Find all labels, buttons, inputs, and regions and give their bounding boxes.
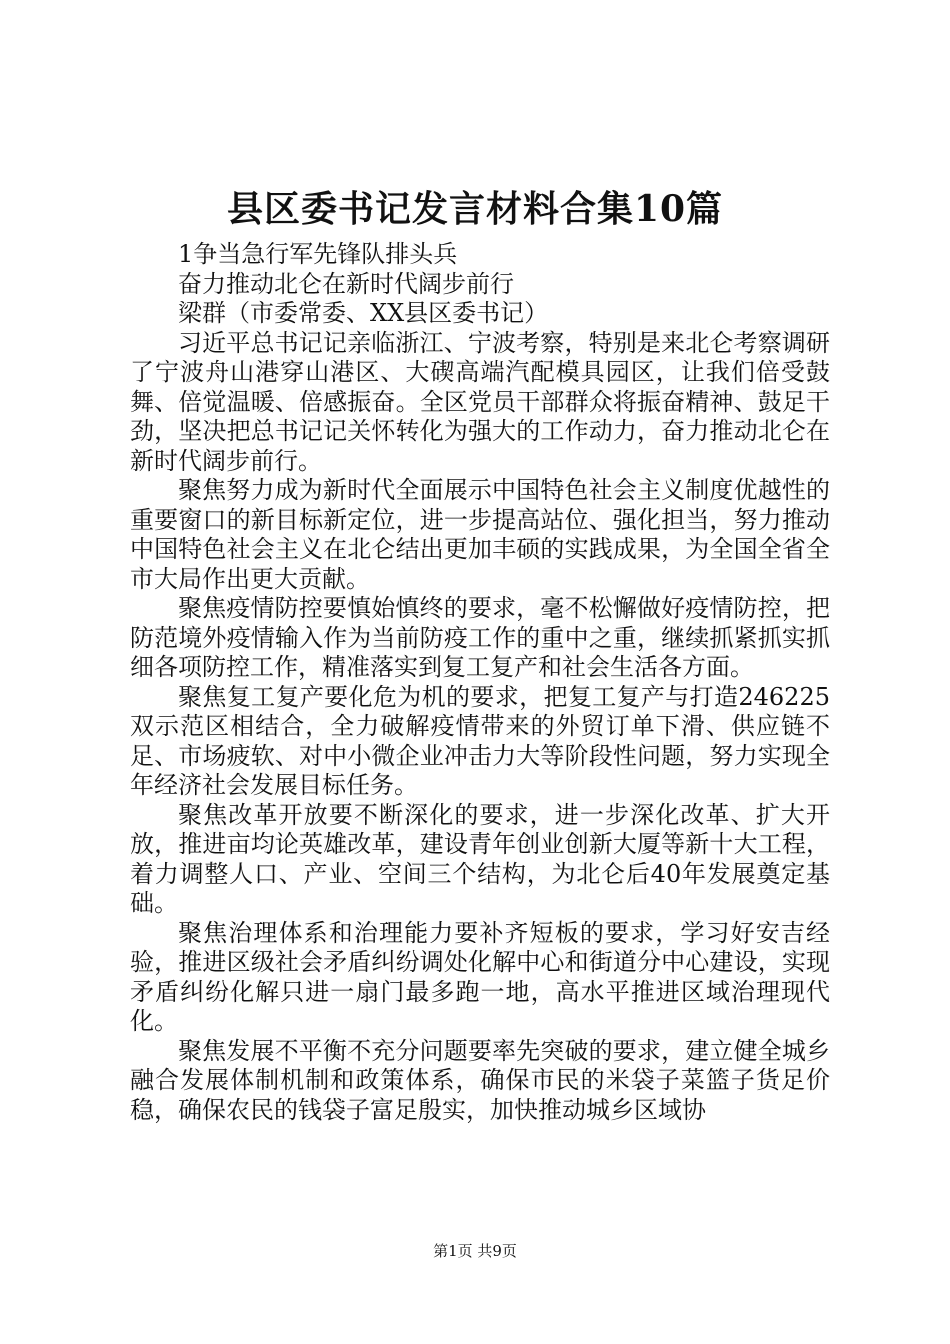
document-body bbox=[130, 240, 830, 1125]
paragraph-3: 聚焦疫情防控要慎始慎终的要求，毫不松懈做好疫情防控，把防范境外疫情输入作为当前防疫工作的重中之重，继续抓紧抓实抓细各项防控工作，精准落实到复工复产和社会生活各方面。 bbox=[130, 594, 830, 681]
paragraph-1: 习近平总书记记亲临浙江、宁波考察，特别是来北仑考察调研了宁波舟山港穿山港区、大碶高端汽配模具园区，让我们倍受鼓舞、倍觉温暖、倍感振奋。全区党员干部群众将振奋精神、鼓足干劲，坚决把总书记记关怀转化为强大的工作动力，奋力推动北仑在新时代阔步前行。 bbox=[130, 328, 830, 475]
heading-line-2: 奋力推动北仑在新时代阔步前行 bbox=[178, 269, 514, 298]
paragraph-7: 聚焦发展不平衡不充分问题要率先突破的要求，建立健全城乡融合发展体制机制和政策体系，确保市民的米袋子菜篮子货足价稳，确保农民的钱袋子富足殷实，加快推动城乡区域协 bbox=[130, 1036, 830, 1124]
page-footer: 第1页 共9页 bbox=[433, 1242, 517, 1260]
author-line: 梁群（市委常委、XX县区委书记） bbox=[178, 299, 549, 327]
heading-line-1: 1争当急行军先锋队排头兵 bbox=[178, 240, 458, 268]
paragraph-4: 聚焦复工复产要化危为机的要求，把复工复产与打造246225双示范区相结合，全力破解疫情带来的外贸订单下滑、供应链不足、市场疲软、对中小微企业冲击力大等阶段性问题，努力实现全年经济社会发展目标任务。 bbox=[130, 682, 830, 799]
paragraph-5: 聚焦改革开放要不断深化的要求，进一步深化改革、扩大开放，推进亩均论英雄改革，建设青年创业创新大厦等新十大工程，着力调整人口、产业、空间三个结构，为北仑后40年发展奠定基础。 bbox=[130, 800, 830, 917]
paragraph-2: 聚焦努力成为新时代全面展示中国特色社会主义制度优越性的重要窗口的新目标新定位，进一步提高站位、强化担当，努力推动中国特色社会主义在北仑结出更加丰硕的实践成果，为全国全省全市大局作出更大贡献。 bbox=[130, 476, 830, 593]
paragraph-6: 聚焦治理体系和治理能力要补齐短板的要求，学习好安吉经验，推进区级社会矛盾纠纷调处化解中心和街道分中心建设，实现矛盾纠纷化解只进一扇门最多跑一地，高水平推进区域治理现代化。 bbox=[130, 918, 830, 1035]
document-title: 县区委书记发言材料合集10篇 bbox=[226, 188, 724, 230]
